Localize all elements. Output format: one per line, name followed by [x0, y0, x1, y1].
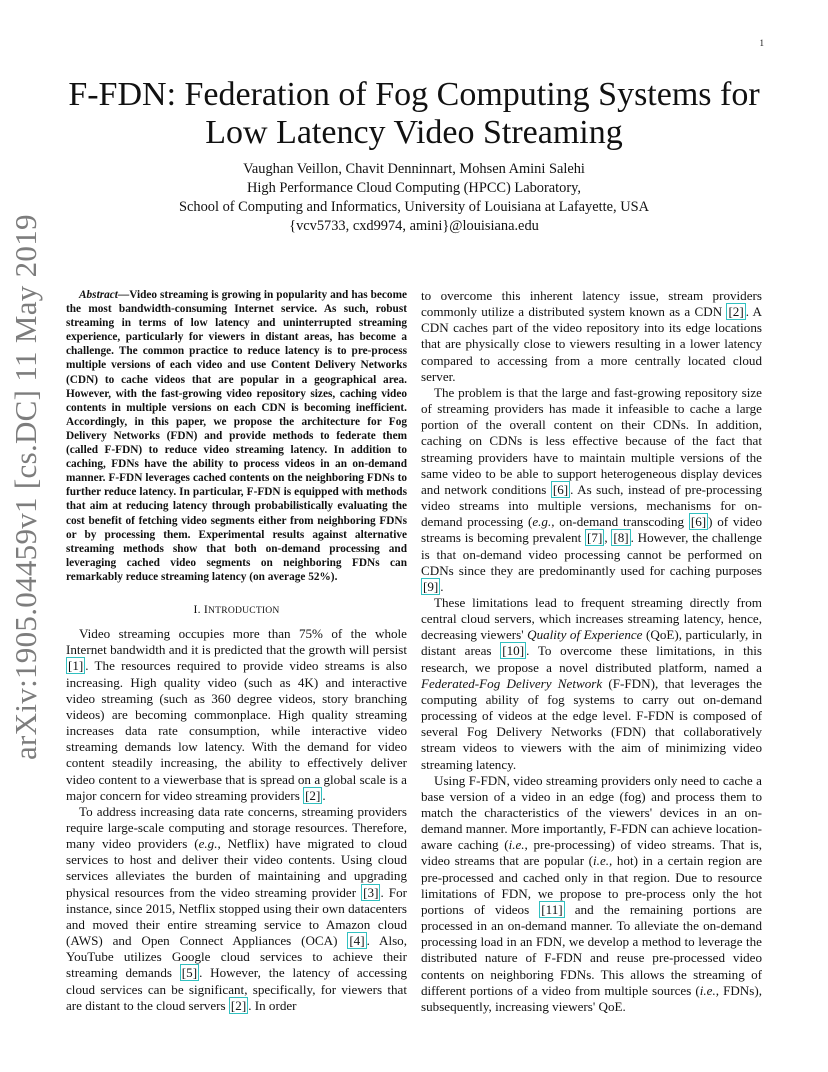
text-run: on-demand transcoding	[554, 514, 689, 530]
text-run: .	[440, 578, 444, 594]
affiliation-school: School of Computing and Informatics, University of Louisiana at Lafayette, USA	[179, 199, 649, 215]
title-line-1: F-FDN: Federation of Fog Computing Systems for	[68, 76, 760, 113]
affiliation-lab: High Performance Cloud Computing (HPCC) Laboratory,	[247, 180, 581, 196]
text-run: Federated-Fog Delivery Network	[421, 675, 603, 691]
text-run: . In order	[248, 997, 297, 1013]
citation-link[interactable]: [2]	[230, 997, 247, 1013]
text-run: The problem is that the large and fast-growing repository size of streaming providers has made it infeasible to cache a large portion of the overall content on their CDNs. In addition, caching on CDNs is less effective because of the fact that streaming providers have to maintain multiple versions of the same video to be able to support heterogeneous display devices and network conditions	[421, 384, 762, 497]
citation-link[interactable]: [10]	[502, 643, 525, 659]
title-line-2: Low Latency Video Streaming	[205, 114, 623, 151]
page-number: 1	[759, 38, 764, 48]
text-run: e.g.,	[198, 836, 221, 852]
citation-link[interactable]: [2]	[728, 304, 744, 320]
abstract-text: —Video streaming is growing in popularity and has become the most bandwidth-consuming Internet service. As such, robust streaming in terms of low latency and uninterrupted streaming experience, particularly for viewers in distant areas, has become a challenge. The common practice to reduce latency is to pre-process multiple versions of each video and use Content Delivery Networks (CDN) to cache videos that are popular in a geographical area. However, with the fast-growing video repository sizes, caching video contents in multiple versions on each CDN is becoming inefficient. Accordingly, in this paper, we propose the architecture for Fog Delivery Networks (FDN) and provide methods to federate them (called F-FDN) to reduce video streaming latency. In addition to caching, FDNs have the ability to process videos in an on-demand manner. F-FDN leverages cached contents on the neighboring FDNs to further reduce latency. In particular, F-FDN is equipped with methods that aim at reducing latency through probabilistically evaluating the cost benefit of fetching video segments either from neighboring FDNs or by processing them. Experimental results against alternative streaming methods show that both on-demand processing and leveraging cached video segments on neighboring FDNs can remarkably reduce streaming latency (on average 52%).	[66, 289, 407, 583]
text-run: . As such, instead of pre-processing video streams into multiple versions, mechanisms for on-demand processing (	[421, 481, 762, 530]
text-run: hot) in a certain region are pre-processed and cached only in that region. Due to resource limitations of FDN, we propose to pre-process only the hot portions of videos	[421, 853, 763, 917]
text-run: These limitations lead to frequent streaming directly from central cloud servers, which increases streaming latency, hence, decreasing viewers'	[421, 594, 762, 643]
text-run: Using F-FDN, video streaming providers only need to cache a base version of a video in an edge (fog) and process them to match the characteristics of the viewers' devices in an on-demand manner. More importantly, F-FDN can achieve location-aware caching (	[421, 772, 762, 853]
citation-link[interactable]: [9]	[423, 578, 439, 594]
text-run: . To overcome these limitations, in this research, we propose a novel distributed platform, named a	[421, 643, 762, 675]
text-run: .	[322, 787, 326, 803]
text-run: to overcome this inherent latency issue, stream providers commonly utilize a distributed system known as a CDN	[421, 288, 762, 320]
text-run: Netflix) have migrated to cloud services to host and deliver their video contents. Using cloud services alleviates the burden of maintaining and upgrading physical resources from the video streaming provider	[66, 836, 407, 900]
abstract-label: Abstract	[79, 289, 118, 301]
citation-link[interactable]: [4]	[349, 933, 365, 949]
text-run: ) of video streams is becoming prevalent	[421, 514, 763, 546]
section-initial: I	[203, 601, 209, 616]
citation-link[interactable]: [3]	[363, 884, 379, 900]
text-run: Quality of Experience	[527, 627, 643, 643]
text-run: i.e.,	[593, 853, 613, 869]
intro-paragraph-2	[66, 804, 407, 1014]
author-emails: {vcv5733, cxd9974, amini}@louisiana.edu	[289, 218, 539, 234]
section-rest: NTRODUCTION	[208, 604, 280, 616]
text-run: FDNs), subsequently, increasing viewers' QoE.	[421, 982, 762, 1014]
right-paragraph-2	[421, 385, 762, 595]
paper-title	[40, 76, 788, 152]
text-run: (QoE), particularly, in distant areas	[421, 627, 763, 659]
right-paragraph-3	[421, 595, 762, 773]
citation-link[interactable]: [6]	[552, 481, 569, 497]
section-number: I.	[193, 601, 204, 616]
text-run: . For instance, since 2015, Netflix stopped using their own datacenters and moved their entire streaming service to Amazon cloud (AWS) and Open Connect Appliances (OCA)	[66, 884, 407, 949]
abstract	[66, 288, 407, 584]
section-heading-introduction	[66, 601, 407, 619]
text-run: To address increasing data rate concerns, streaming providers require large-scale computing and storage resources. Therefore, many video providers (	[66, 803, 407, 852]
right-column	[421, 288, 762, 1015]
citation-link[interactable]: [1]	[68, 658, 84, 674]
text-run: . However, the challenge is that on-demand video processing cannot be performed on CDNs since they are predominantly used for caching purposes	[421, 530, 762, 578]
text-run: and the remaining portions are processed in an on-demand manner. To alleviate the on-demand processing load in an FDN, we develop a method to leverage the distributed nature of F-FDN and reuse pre-processed video contents on neighboring FDNs. This allows the streaming of different portions of a video from multiple sources (	[421, 901, 762, 998]
citation-link[interactable]: [7]	[587, 530, 603, 546]
citation-link[interactable]: [2]	[305, 787, 321, 803]
right-paragraph-4	[421, 773, 762, 1015]
citation-link[interactable]: [11]	[541, 901, 563, 917]
text-run: e.g.,	[532, 514, 555, 530]
text-run: . However, the latency of accessing cloud services can be significant, specifically, for viewers that are distant to the cloud servers	[66, 965, 407, 1013]
text-run: Video streaming occupies more than 75% of the whole Internet bandwidth and it is predicted that the growth will persist	[66, 626, 407, 658]
intro-paragraph-1	[66, 626, 407, 804]
text-run: ,	[604, 530, 612, 546]
text-run: i.e.,	[699, 982, 720, 998]
author-names: Vaughan Veillon, Chavit Denninnart, Mohsen Amini Salehi	[243, 161, 585, 177]
text-run: pre-processing) of video streams. That is, video streams that are popular (	[421, 837, 762, 869]
citation-link[interactable]: [6]	[690, 514, 707, 530]
author-block	[40, 160, 788, 236]
citation-link[interactable]: [5]	[181, 965, 198, 981]
arxiv-identifier: arXiv:1905.04459v1 [cs.DC] 11 May 2019	[8, 214, 43, 760]
right-paragraph-1	[421, 288, 762, 385]
text-run: i.e.,	[508, 837, 528, 853]
text-run: (F-FDN), that leverages the computing ability of fog systems to carry out on-demand processing of videos at the edge level. F-FDN is composed of several Fog Delivery Networks (FDN) that collaboratively stream videos to viewers with the aim of minimizing video streaming latency.	[421, 675, 762, 772]
citation-link[interactable]: [8]	[613, 530, 629, 546]
text-run: . A CDN caches part of the video repository into its edge locations that are physically close to viewers resulting in a lower latency compared to accessing from a more centrally located cloud server.	[421, 304, 763, 384]
left-column	[66, 288, 407, 1014]
text-run: . The resources required to provide video streams is also increasing. High quality video (such as 4K) and interactive video streaming (such as 360 degree videos, story branching videos) are becoming commonplace. High quality streaming increases data rate consumption, while interactive video streaming demands low latency. With the demand for video content steadily increasing, the ability to effectively deliver video content to a viewerbase that is spread on a global scale is a major concern for video streaming providers	[66, 658, 407, 803]
text-run: . Also, YouTube utilizes Google cloud services to achieve their streaming demands	[66, 933, 408, 981]
